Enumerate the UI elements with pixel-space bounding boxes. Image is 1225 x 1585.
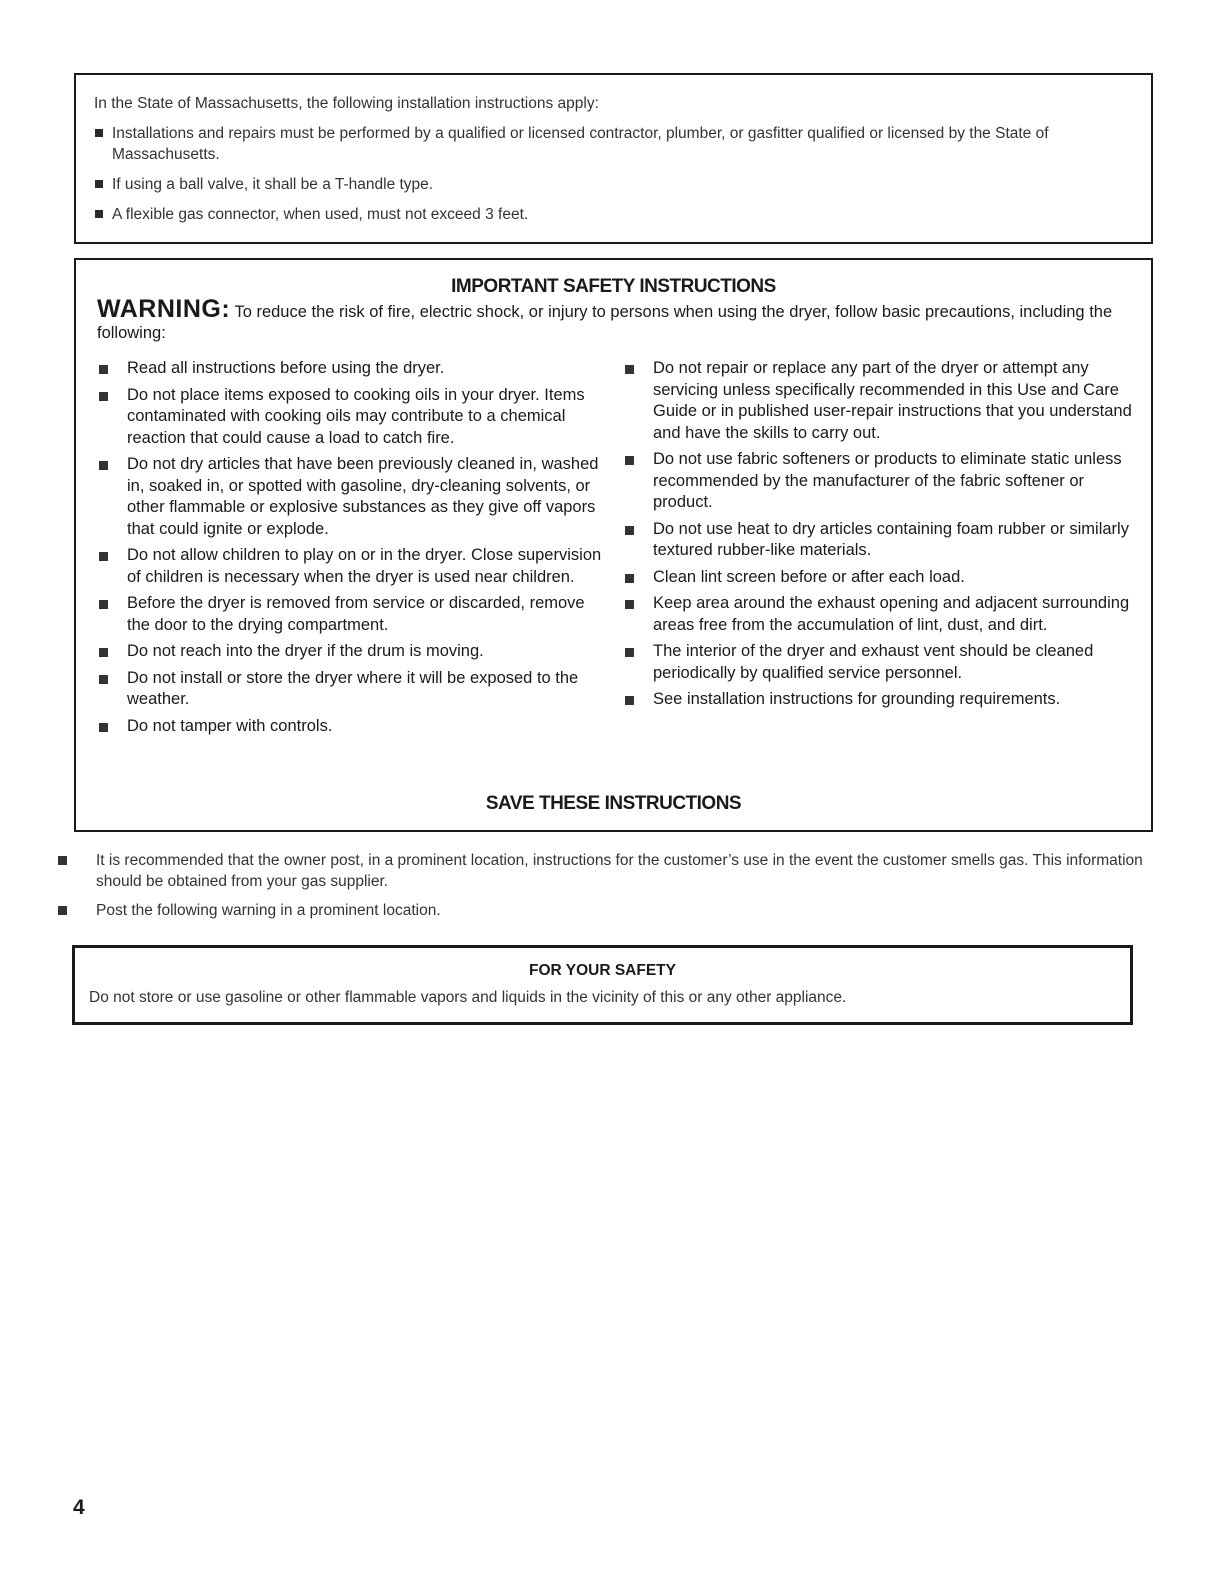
list-item: Do not place items exposed to cooking oils in your dryer. Items contaminated with cooking oils may contribute to a chemical reaction that could cause a load to catch fire. [97,385,605,450]
list-item: Keep area around the exhaust opening and adjacent surrounding areas free from the accumulation of lint, dust, and dirt. [623,593,1135,636]
page-number: 4 [73,1496,85,1519]
right-column [623,358,1135,716]
warning-text: To reduce the risk of fire, electric shock, or injury to persons when using the dryer, follow basic precautions, including the following: [97,303,1113,342]
list-item: Before the dryer is removed from service or discarded, remove the door to the drying compartment. [97,593,605,636]
list-item: Do not reach into the dryer if the drum is moving. [97,641,605,663]
massachusetts-list [94,123,1131,225]
list-item: See installation instructions for grounding requirements. [623,689,1135,711]
massachusetts-intro: In the State of Massachusetts, the following installation instructions apply: [94,95,599,112]
massachusetts-box [74,73,1153,244]
list-item: The interior of the dryer and exhaust vent should be cleaned periodically by qualified service personnel. [623,641,1135,684]
gas-supplier-notes [56,850,1146,929]
list-item: If using a ball valve, it shall be a T-handle type. [94,174,1131,195]
list-item: Do not tamper with controls. [97,716,605,738]
list-item: Clean lint screen before or after each load. [623,567,1135,589]
warning-label: WARNING: [97,295,231,323]
list-item: Do not install or store the dryer where it will be exposed to the weather. [97,668,605,711]
list-item: A flexible gas connector, when used, must not exceed 3 feet. [94,204,1131,225]
safety-instructions-box [74,258,1153,832]
list-item: Do not use heat to dry articles containing foam rubber or similarly textured rubber-like materials. [623,519,1135,562]
list-item: Do not allow children to play on or in the dryer. Close supervision of children is necessary when the dryer is used near children. [97,545,605,588]
list-item: Do not repair or replace any part of the dryer or attempt any servicing unless specifically recommended in this Use and Care Guide or in published user-repair instructions that you understand and have the skills to carry out. [623,358,1135,444]
for-your-safety-title: FOR YOUR SAFETY [529,962,676,979]
warning-statement [97,295,1133,344]
for-your-safety-box [72,945,1133,1025]
left-column [97,358,605,742]
list-item: Read all instructions before using the dryer. [97,358,605,380]
save-instructions-heading: SAVE THESE INSTRUCTIONS [485,793,742,814]
list-item: Installations and repairs must be performed by a qualified or licensed contractor, plumber, or gasfitter qualified or licensed by the State of Massachusetts. [94,123,1131,165]
list-item: Do not use fabric softeners or products to eliminate static unless recommended by the manufacturer of the fabric softener or product. [623,449,1135,514]
list-item: Post the following warning in a prominent location. [56,900,1146,921]
for-your-safety-text: Do not store or use gasoline or other flammable vapors and liquids in the vicinity of this or any other appliance. [89,989,847,1006]
list-item: It is recommended that the owner post, in a prominent location, instructions for the customer’s use in the event the customer smells gas. This information should be obtained from your gas supplier. [56,850,1146,892]
list-item: Do not dry articles that have been previously cleaned in, washed in, soaked in, or spotted with gasoline, dry-cleaning solvents, or other flammable or explosive substances as they give off vapors that could ignite or explode. [97,454,605,540]
safety-title: IMPORTANT SAFETY INSTRUCTIONS [451,276,776,297]
